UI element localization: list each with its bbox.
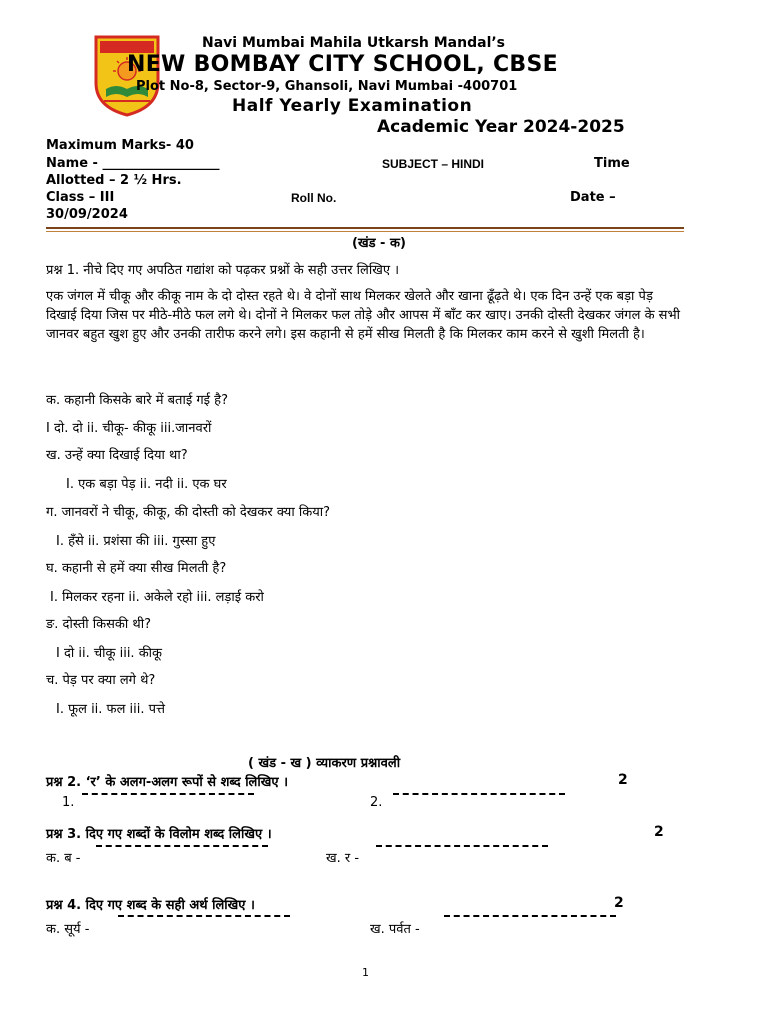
question-1b: ख. उन्हें क्या दिखाई दिया था? [46, 448, 188, 463]
question-2-item-2: 2. [370, 795, 383, 810]
answer-line [96, 845, 268, 847]
exam-title: Half Yearly Examination [232, 96, 473, 116]
max-marks: Maximum Marks- 40 [46, 138, 194, 153]
question-1f: च. पेड़ पर क्या लगे थे? [46, 673, 156, 688]
options-1b: I. एक बड़ा पेड़ ii. नदी ii. एक घर [66, 477, 227, 492]
time-allotted: Allotted – 2 ½ Hrs. [46, 173, 182, 188]
question-1c: ग. जानवरों ने चीकू, कीकू, की दोस्ती को देखकर क्या किया? [46, 505, 330, 520]
question-3-item-b: ख. र - [326, 851, 360, 866]
page-number: 1 [362, 966, 369, 979]
passage: एक जंगल में चीकू और कीकू नाम के दो दोस्त रहते थे। वे दोनों साथ मिलकर खेलते और खाना ढूँढ़ते थे। एक दिन उन्हें एक बड़ा पेड़ दिखाई दिया जिस पर मीठे-मीठे फल लगे थे। दोनों ने मिलकर फल तोड़े और आपस में बाँट कर खाए। उनकी दोस्ती देखकर जंगल के सभी जानवर बहुत खुश हुए और उनकी तारीफ करने लगे। इस कहानी से हमें सीख मिलती है कि मिलकर काम करने से खुशी मिलती है। [46, 289, 680, 342]
answer-line [393, 793, 565, 795]
student-name-field: Name - __________________ [46, 156, 220, 171]
question-2-marks: 2 [618, 772, 628, 788]
question-1e: ङ. दोस्ती किसकी थी? [46, 617, 151, 632]
academic-year: Academic Year 2024-2025 [377, 117, 625, 137]
question-3-marks: 2 [654, 824, 664, 840]
question-3: प्रश्न 3. दिए गए शब्दों के विलोम शब्द लिखिए । [46, 827, 272, 842]
question-1d: घ. कहानी से हमें क्या सीख मिलती है? [46, 561, 227, 576]
roll-number-label: Roll No. [291, 191, 337, 205]
header-divider-thin [46, 231, 684, 232]
answer-line [376, 845, 548, 847]
time-label: Time [594, 156, 630, 171]
options-1c: I. हँसे ii. प्रशंसा की iii. गुस्सा हुए [56, 534, 216, 549]
options-1e: I दो ii. चीकू iii. कीकू [56, 646, 163, 661]
question-2-item-1: 1. [62, 795, 75, 810]
options-1d: I. मिलकर रहना ii. अकेले रहो iii. लड़ाई करो [50, 590, 264, 605]
organization-name: Navi Mumbai Mahila Utkarsh Mandal’s [202, 35, 506, 51]
question-4-marks: 2 [614, 895, 624, 911]
exam-date: 30/09/2024 [46, 207, 128, 222]
school-address: Plot No-8, Sector-9, Ghansoli, Navi Mumbai -400701 [136, 79, 518, 94]
question-4-item-a: क. सूर्य - [46, 922, 90, 937]
question-1: प्रश्न 1. नीचे दिए गए अपठित गद्यांश को पढ़कर प्रश्नों के सही उत्तर लिखिए । [46, 263, 400, 278]
answer-line [444, 915, 616, 917]
question-4-item-b: ख. पर्वत - [370, 922, 420, 937]
options-1a: I दो. दो ii. चीकू- कीकू iii.जानवरों [46, 421, 212, 436]
school-name: NEW BOMBAY CITY SCHOOL, CBSE [127, 52, 558, 77]
answer-line [118, 915, 290, 917]
question-4: प्रश्न 4. दिए गए शब्द के सही अर्थ लिखिए । [46, 898, 255, 913]
answer-line [82, 793, 254, 795]
class-label: Class – III [46, 190, 115, 205]
question-3-item-a: क. ब - [46, 851, 81, 866]
header-divider [46, 227, 684, 229]
section-a-title: (खंड - क) [352, 236, 406, 251]
question-2: प्रश्न 2. ‘र’ के अलग-अलग रूपों से शब्द लिखिए । [46, 775, 289, 790]
options-1f: I. फूल ii. फल iii. पत्ते [56, 702, 165, 717]
subject: SUBJECT – HINDI [382, 157, 485, 171]
date-label: Date – [570, 190, 616, 205]
question-1a: क. कहानी किसके बारे में बताई गई है? [46, 393, 228, 408]
section-b-title: ( खंड - ख ) व्याकरण प्रश्नावली [248, 756, 401, 771]
